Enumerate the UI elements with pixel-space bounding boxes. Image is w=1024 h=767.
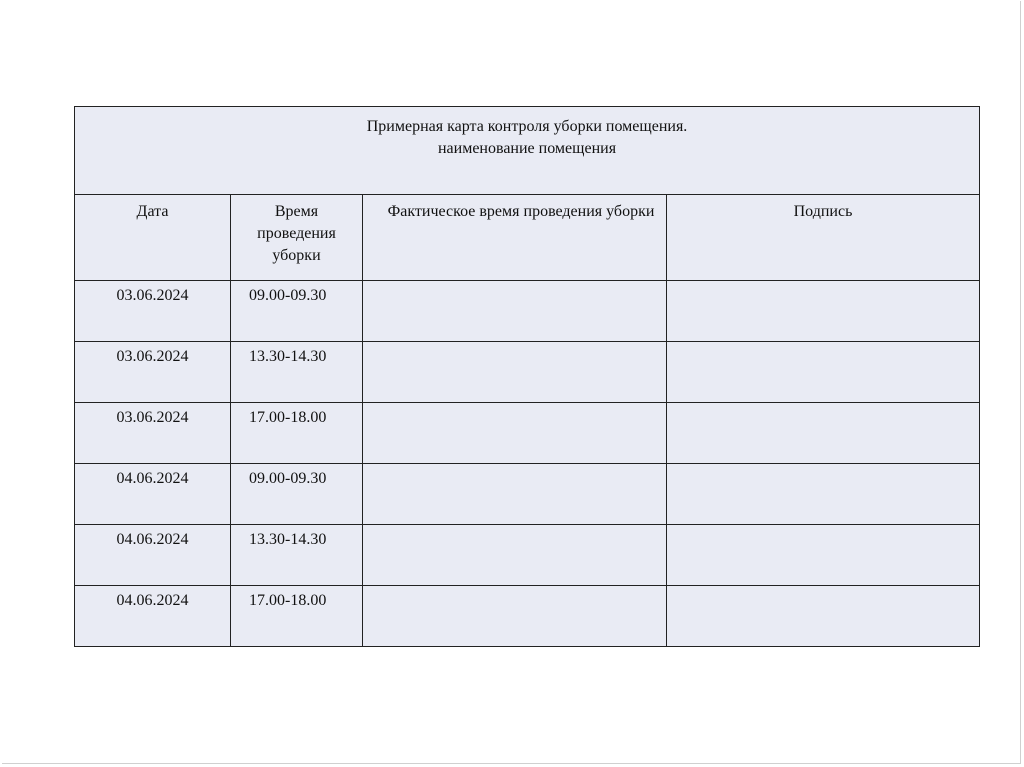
actual-time-cell [363, 342, 667, 403]
header-time [231, 195, 363, 281]
table-title-cell [75, 107, 980, 195]
time-cell: 17.00-18.00 [231, 403, 363, 464]
header-row [75, 195, 980, 281]
table-row [75, 403, 980, 464]
table-body [75, 281, 980, 647]
time-cell: 17.00-18.00 [231, 586, 363, 647]
signature-cell [667, 342, 980, 403]
slide [2, 1, 1021, 764]
signature-cell [667, 403, 980, 464]
signature-cell [667, 281, 980, 342]
date-cell: 04.06.2024 [75, 525, 231, 586]
actual-time-cell [363, 464, 667, 525]
signature-cell [667, 525, 980, 586]
date-cell: 04.06.2024 [75, 464, 231, 525]
actual-time-cell [363, 525, 667, 586]
header-actual-time [363, 195, 667, 281]
header-date: Дата [75, 195, 231, 281]
table-row [75, 586, 980, 647]
title-row [75, 107, 980, 195]
time-cell: 09.00-09.30 [231, 281, 363, 342]
time-cell: 09.00-09.30 [231, 464, 363, 525]
cleaning-control-table [74, 106, 980, 647]
header-time-label: Время проведения уборки [257, 203, 336, 264]
actual-time-cell [363, 586, 667, 647]
actual-time-cell [363, 403, 667, 464]
table-row [75, 342, 980, 403]
header-signature: Подпись [667, 195, 980, 281]
table-row [75, 525, 980, 586]
actual-time-cell [363, 281, 667, 342]
table-title: Примерная карта контроля уборки помещения. [366, 118, 688, 135]
signature-cell [667, 464, 980, 525]
table-row [75, 464, 980, 525]
signature-cell [667, 586, 980, 647]
date-cell: 03.06.2024 [75, 403, 231, 464]
table-row [75, 281, 980, 342]
date-cell: 03.06.2024 [75, 342, 231, 403]
time-cell: 13.30-14.30 [231, 342, 363, 403]
date-cell: 03.06.2024 [75, 281, 231, 342]
room-name-caption: наименование помещения [437, 140, 617, 157]
time-cell: 13.30-14.30 [231, 525, 363, 586]
header-actual-time-label: Фактическое время проведения уборки [387, 203, 655, 220]
date-cell: 04.06.2024 [75, 586, 231, 647]
